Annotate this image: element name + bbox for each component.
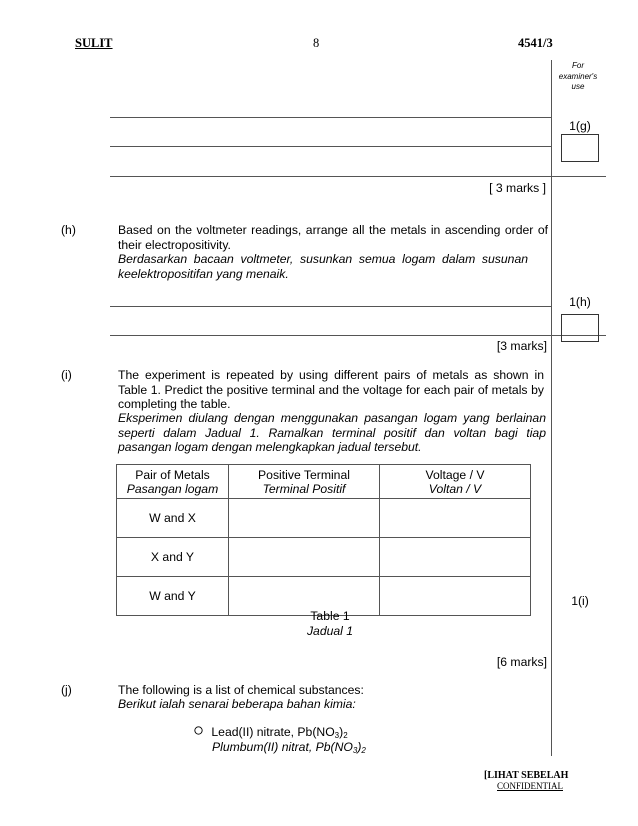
mark-label-1i: 1(i) (571, 594, 589, 608)
table-header-row (117, 465, 531, 499)
mark-label-1h: 1(h) (569, 295, 591, 309)
table-row (117, 538, 531, 577)
voltage-answer-cell[interactable] (380, 538, 531, 577)
voltage-answer-cell[interactable] (380, 499, 531, 538)
mark-box-1h[interactable] (561, 314, 599, 342)
answer-line-g-1 (110, 117, 551, 118)
table-caption: Table 1 Jadual 1 (306, 609, 354, 638)
table-header-positive-terminal: Positive Terminal Terminal Positif (229, 465, 380, 499)
mark-label-1g: 1(g) (569, 119, 591, 133)
label-h: (h) (61, 223, 76, 237)
confidential-label: CONFIDENTIAL (497, 781, 563, 791)
table-header-pair: Pair of Metals Pasangan logam (117, 465, 229, 499)
label-j: (j) (61, 683, 72, 697)
item-en: Lead(II) nitrate, $Pb(NO_3)_2$ (211, 725, 348, 740)
header-sulit: SULIT (75, 36, 113, 50)
answer-line-g-2 (110, 146, 551, 147)
paper-code: 4541/3 (518, 36, 553, 50)
answer-line-g-3 (110, 176, 606, 177)
pair-cell: X and Y (117, 538, 229, 577)
question-i-ms: Eksperimen diulang dengan menggunakan pasangan logam yang berlainan seperti dalam Jadual 1. Ramalkan terminal positif dan voltan bagi tiap pasangan logam dengan melengkapkan jadual tersebut. (118, 411, 546, 454)
page-number: 8 (313, 36, 320, 50)
label-i: (i) (61, 368, 72, 382)
marks-i: [6 marks] (496, 655, 547, 669)
question-j-ms: Berikut ialah senarai beberapa bahan kimia: (118, 697, 356, 711)
next-page-note: [LIHAT SEBELAH (484, 770, 569, 781)
circle-bullet-icon (193, 725, 204, 736)
item-ms: Plumbum(II) nitrat, $Pb(NO_3)_2$ (212, 740, 366, 755)
table-header-voltage: Voltage / V Voltan / V (380, 465, 531, 499)
mark-box-1g[interactable] (561, 134, 599, 162)
question-i-en: The experiment is repeated by using different pairs of metals as shown in Table 1. Predict the positive terminal and the voltage for each pair of metals by completing the table. (118, 368, 544, 411)
question-h-en: Based on the voltmeter readings, arrange all the metals in ascending order of their electropositivity. (118, 223, 548, 252)
answer-line-h-1 (110, 306, 551, 307)
pair-cell: W and X (117, 499, 229, 538)
marks-g: [ 3 marks ] (489, 181, 546, 195)
for-examiner-use-note: For examiner's use (558, 61, 598, 91)
table-1 (116, 464, 531, 616)
margin-divider (551, 60, 552, 756)
marks-h: [3 marks] (496, 339, 547, 353)
answer-line-h-2 (110, 335, 606, 336)
pair-cell: W and Y (117, 577, 229, 616)
question-j-en: The following is a list of chemical substances: (118, 683, 364, 697)
positive-terminal-answer-cell[interactable] (229, 499, 380, 538)
positive-terminal-answer-cell[interactable] (229, 538, 380, 577)
list-item (193, 725, 348, 740)
table-row (117, 499, 531, 538)
question-h-ms: Berdasarkan bacaan voltmeter, susunkan semua logam dalam susunan keelektropositifan yang menaik. (118, 252, 528, 281)
